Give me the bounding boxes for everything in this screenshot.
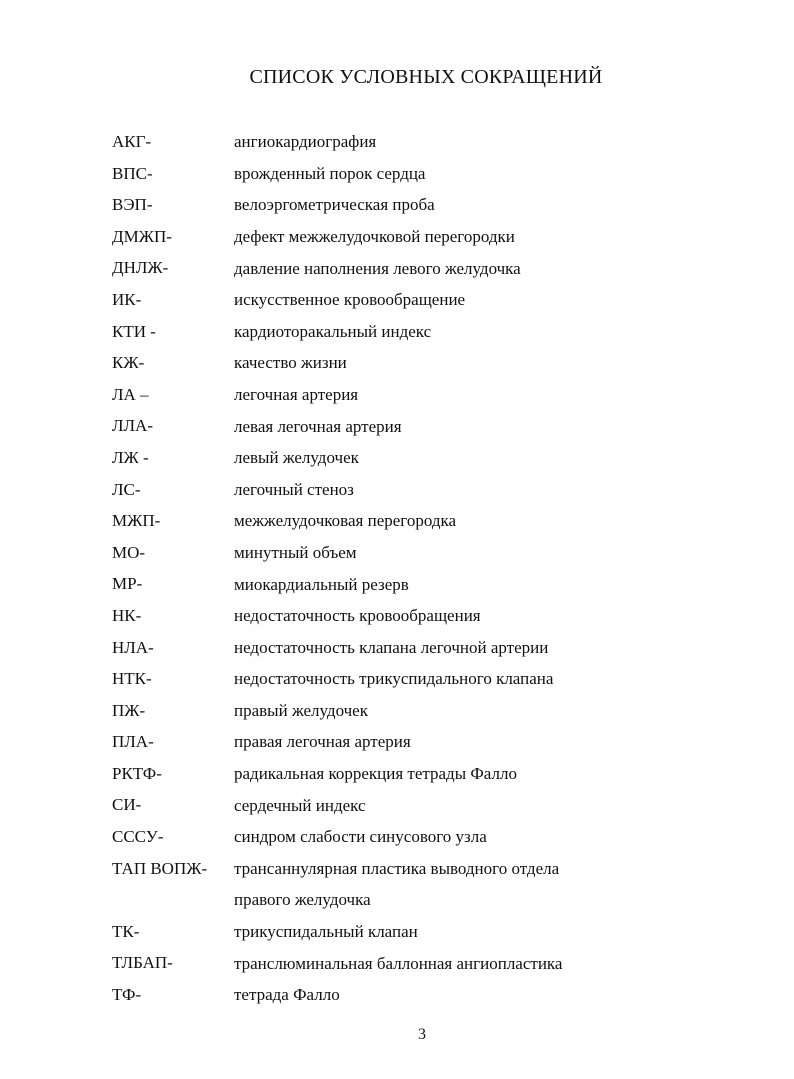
definition: миокардиальный резерв xyxy=(234,574,409,594)
definition: левый желудочек xyxy=(234,448,359,468)
abbreviation: СССУ- xyxy=(112,827,164,847)
abbreviation: ДМЖП- xyxy=(112,226,172,246)
abbreviation: ЛЛА- xyxy=(112,416,153,436)
abbreviation: ЛС- xyxy=(112,479,141,499)
abbreviation: КТИ - xyxy=(112,321,156,341)
abbreviation: АКГ- xyxy=(112,132,152,151)
definition: качество жизни xyxy=(234,353,347,373)
list-item xyxy=(112,858,772,921)
abbreviation: ПЖ- xyxy=(112,700,146,720)
abbreviation: ВЭП- xyxy=(112,195,153,215)
abbreviation: ДНЛЖ- xyxy=(112,258,169,278)
abbreviation: ВПС- xyxy=(112,163,153,183)
definition: синдром слабости синусового узла xyxy=(234,827,487,847)
abbreviation: КЖ- xyxy=(112,353,145,373)
definition: тетрада Фалло xyxy=(234,985,340,1005)
abbreviation: НК- xyxy=(112,605,142,625)
abbreviation: НЛА- xyxy=(112,637,154,657)
definition: искусственное кровообращение xyxy=(234,290,466,310)
abbreviation: ТФ- xyxy=(112,985,142,1005)
definition: дефект межжелудочковой перегородки xyxy=(234,226,515,246)
definition: сердечный индекс xyxy=(234,795,366,815)
definition: недостаточность трикуспидального клапана xyxy=(234,669,554,689)
definition: транслюминальная баллонная ангиопластика xyxy=(234,953,563,973)
definition: кардиоторакальный индекс xyxy=(234,321,432,341)
abbreviation: РКТФ- xyxy=(112,763,162,783)
definition: недостаточность кровообращения xyxy=(234,606,481,626)
abbreviation: ЛА – xyxy=(112,384,149,404)
definition: давление наполнения левого желудочка xyxy=(234,258,521,278)
abbreviation: МЖП- xyxy=(112,511,161,531)
abbreviation: ПЛА- xyxy=(112,732,154,752)
definition: легочная артерия xyxy=(234,384,359,404)
abbreviation: СИ- xyxy=(112,795,142,815)
abbreviation: ТАП ВОПЖ- xyxy=(112,858,208,878)
definition: правый желудочек xyxy=(234,700,368,720)
definition: радикальная коррекция тетрады Фалло xyxy=(234,764,517,784)
abbreviation-list xyxy=(112,131,772,1016)
definition: правая легочная артерия xyxy=(234,732,411,752)
abbreviation: МО- xyxy=(112,542,146,562)
definition: врожденный порок сердца xyxy=(234,163,426,183)
definition: межжелудочковая перегородка xyxy=(234,511,457,531)
abbreviation: МР- xyxy=(112,574,143,594)
definition: ангиокардиография xyxy=(234,132,377,152)
abbreviation: НТК- xyxy=(112,669,152,689)
list-item xyxy=(112,984,772,1016)
definition: недостаточность клапана легочной артерии xyxy=(234,637,549,657)
definition: минутный объем xyxy=(234,542,357,562)
page-number: 3 xyxy=(418,1026,426,1043)
definition: трикуспидальный клапан xyxy=(234,922,418,942)
definition: легочный стеноз xyxy=(234,479,354,499)
abbreviation: ТЛБАП- xyxy=(112,953,173,973)
page-title: СПИСОК УСЛОВНЫХ СОКРАЩЕНИЙ xyxy=(249,66,603,88)
definition: трансаннулярная пластика выводного отдела правого желудочка xyxy=(234,858,560,910)
definition: велоэргометрическая проба xyxy=(234,195,435,215)
abbreviation: ИК- xyxy=(112,289,142,309)
abbreviation: ТК- xyxy=(112,921,140,941)
definition: левая легочная артерия xyxy=(234,416,402,436)
abbreviation: ЛЖ - xyxy=(112,447,149,467)
